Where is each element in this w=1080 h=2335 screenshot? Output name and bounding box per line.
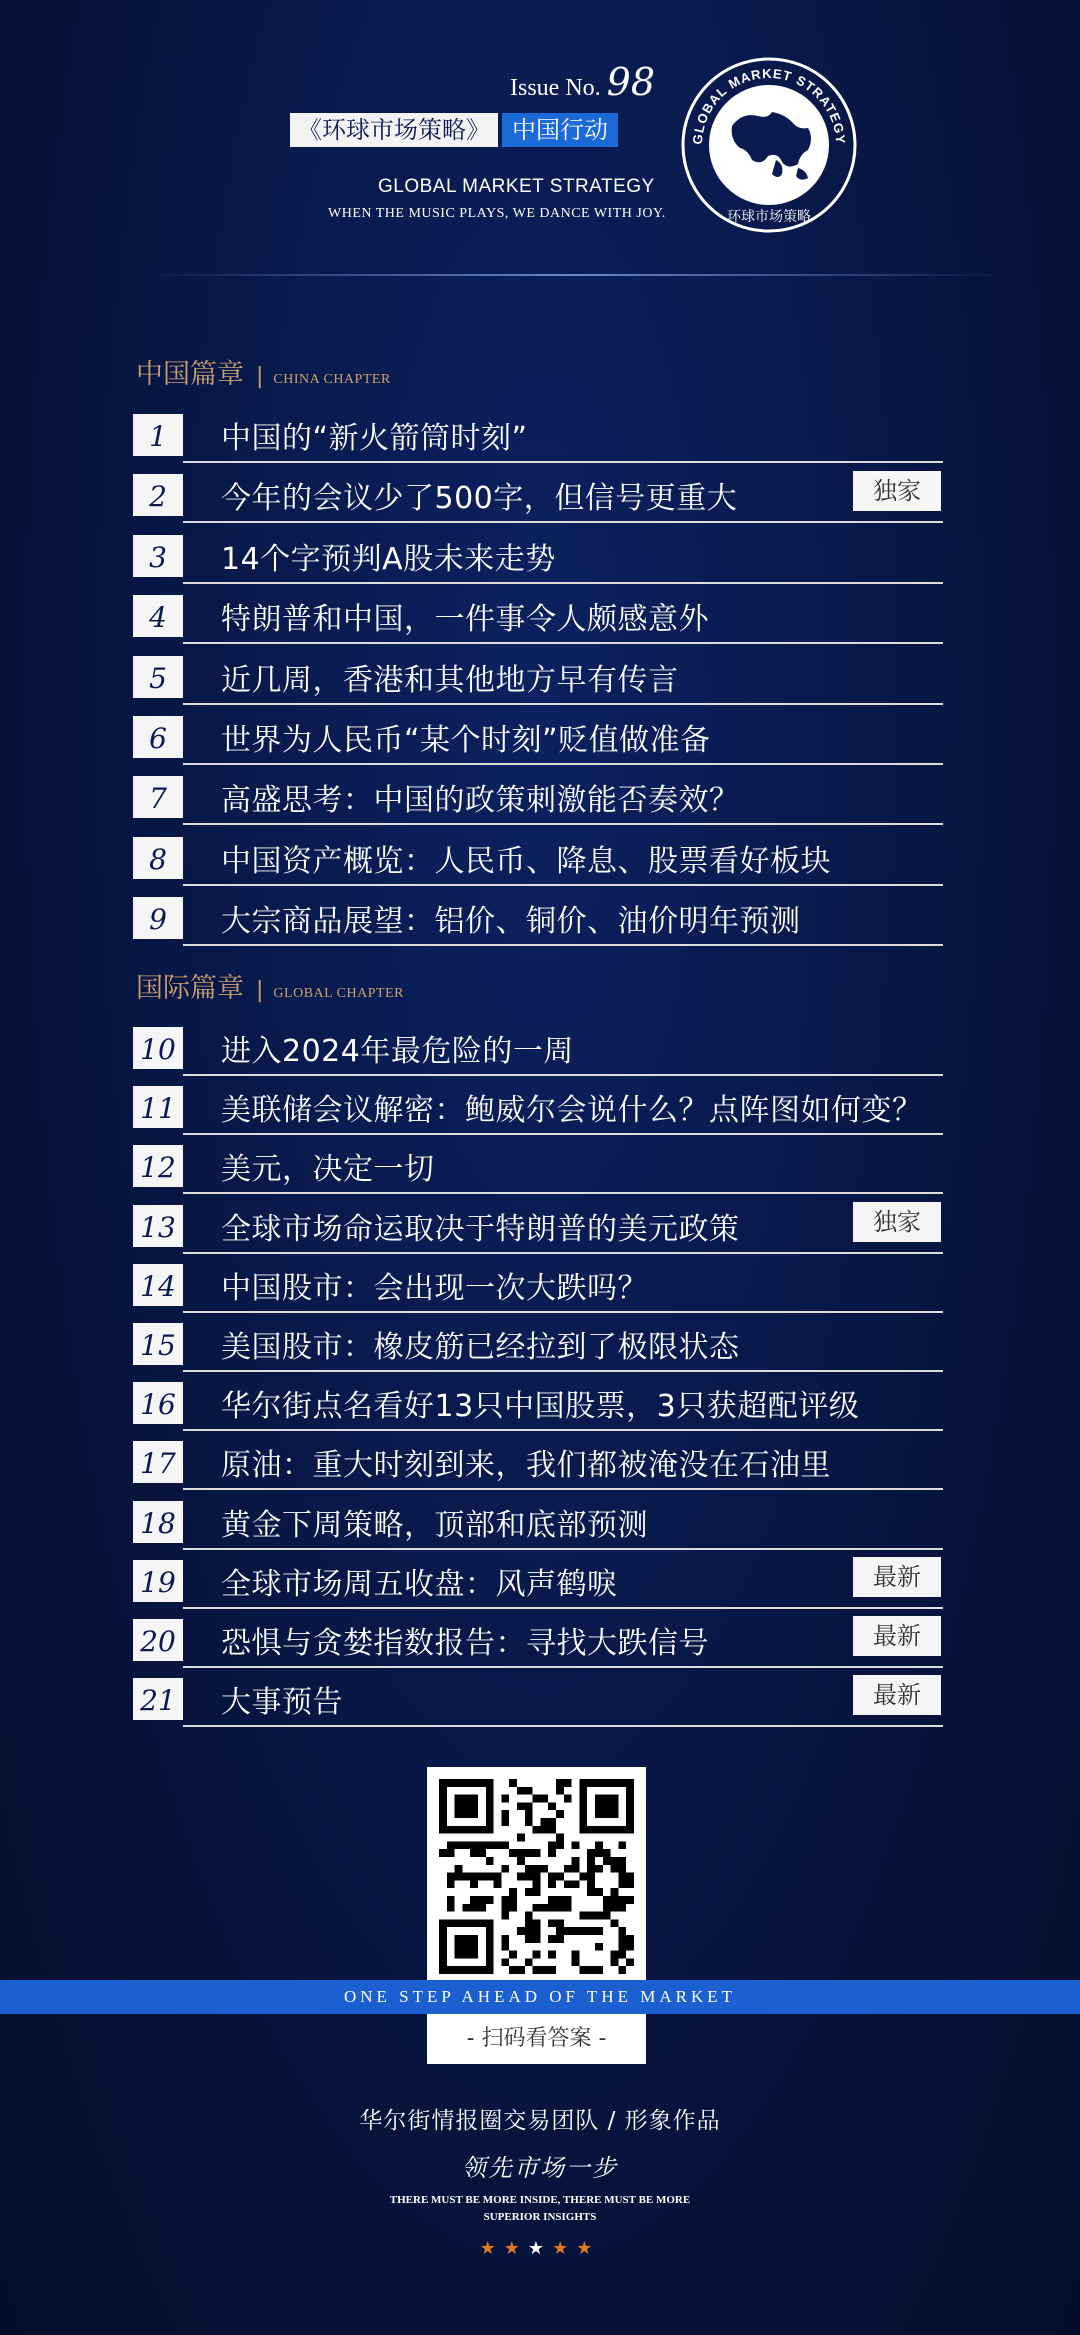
- article-badge[interactable]: 最新: [853, 1616, 941, 1656]
- article-row[interactable]: [133, 888, 943, 946]
- title-tag: 中国行动: [502, 113, 618, 147]
- row-underline: [183, 1074, 943, 1076]
- article-title: 美联储会议解密：鲍威尔会说什么？点阵图如何变？: [221, 1093, 923, 1129]
- row-underline: [183, 703, 943, 705]
- global-chapter-title: 国际篇章: [136, 973, 244, 1004]
- row-underline: [183, 1488, 943, 1490]
- article-row[interactable]: [133, 1196, 943, 1254]
- article-row[interactable]: [133, 1255, 943, 1313]
- article-row[interactable]: [133, 1018, 943, 1076]
- article-row[interactable]: [133, 828, 943, 886]
- row-underline: [183, 461, 943, 463]
- globe-logo-icon: [680, 56, 858, 234]
- qr-code-icon: [439, 1779, 634, 1974]
- article-title: 特朗普和中国，一件事令人颇感意外: [221, 602, 709, 638]
- row-underline: [183, 1311, 943, 1313]
- row-underline: [183, 1429, 943, 1431]
- article-number: 1: [133, 414, 183, 456]
- article-row[interactable]: [133, 1492, 943, 1550]
- star-icon: ★: [503, 2238, 528, 2259]
- article-number: 9: [133, 897, 183, 939]
- scan-label: - 扫码看答案 -: [427, 2014, 646, 2064]
- article-row[interactable]: [133, 526, 943, 584]
- article-number: 6: [133, 716, 183, 758]
- header-divider: [140, 274, 1010, 276]
- article-row[interactable]: [133, 586, 943, 644]
- title-main: 《环球市场策略》: [290, 113, 498, 147]
- row-underline: [183, 642, 943, 644]
- footer-banner: ONE STEP AHEAD OF THE MARKET: [0, 1980, 1080, 2014]
- china-chapter-en: CHINA CHAPTER: [273, 372, 391, 387]
- inside-text: [0, 2192, 1080, 2226]
- article-row[interactable]: [133, 1373, 943, 1431]
- article-title: 恐惧与贪婪指数报告：寻找大跌信号: [221, 1626, 709, 1661]
- article-title: 进入2024年最危险的一周: [221, 1034, 574, 1069]
- article-row[interactable]: [133, 465, 943, 523]
- article-number: 11: [133, 1086, 183, 1128]
- article-title: 全球市场周五收盘：风声鹤唳: [221, 1566, 618, 1602]
- article-title: 今年的会议少了500字，但信号更重大: [221, 481, 738, 517]
- title-bar: [290, 113, 618, 147]
- article-badge[interactable]: 独家: [853, 471, 941, 511]
- row-underline: [183, 1133, 943, 1135]
- article-row[interactable]: [133, 1551, 943, 1609]
- article-row[interactable]: [133, 707, 943, 765]
- row-underline: [183, 1725, 943, 1727]
- row-underline: [183, 1370, 943, 1372]
- article-row[interactable]: [133, 1432, 943, 1490]
- article-number: 14: [133, 1264, 183, 1306]
- article-number: 10: [133, 1027, 183, 1069]
- china-chapter-separator: |: [256, 364, 264, 389]
- article-number: 21: [133, 1678, 183, 1720]
- issue-label: Issue No.: [510, 75, 601, 101]
- article-number: 20: [133, 1619, 183, 1661]
- row-underline: [183, 1666, 943, 1668]
- header: [0, 0, 1080, 280]
- article-title: 美元，决定一切: [221, 1152, 435, 1188]
- article-number: 12: [133, 1145, 183, 1187]
- article-number: 5: [133, 656, 183, 698]
- article-number: 13: [133, 1205, 183, 1247]
- inside-line-1: THERE MUST BE MORE INSIDE, THERE MUST BE MORE: [389, 2194, 691, 2206]
- article-title: 高盛思考：中国的政策刺激能否奏效？: [221, 783, 740, 819]
- article-title: 原油：重大时刻到来，我们都被淹没在石油里: [221, 1448, 831, 1484]
- article-title: 大事预告: [221, 1685, 343, 1721]
- tagline: WHEN THE MUSIC PLAYS, WE DANCE WITH JOY.: [328, 206, 666, 221]
- article-number: 16: [133, 1382, 183, 1424]
- article-number: 3: [133, 535, 183, 577]
- star-icon: ★: [527, 2238, 553, 2259]
- row-underline: [183, 1548, 943, 1550]
- logo-ring-text: GLOBAL MARKET STRATEGY: [689, 65, 849, 146]
- article-title: 14个字预判A股未来走势: [221, 541, 556, 577]
- row-underline: [183, 1252, 943, 1254]
- china-chapter-heading: [136, 352, 391, 391]
- star-icon: ★: [552, 2238, 577, 2259]
- brand-en: GLOBAL MARKET STRATEGY: [378, 176, 655, 197]
- article-title: 近几周，香港和其他地方早有传言: [221, 662, 679, 698]
- article-title: 黄金下周策略，顶部和底部预测: [221, 1507, 648, 1543]
- article-number: 2: [133, 474, 183, 516]
- article-number: 4: [133, 595, 183, 637]
- global-chapter-heading: [136, 966, 404, 1005]
- article-title: 中国股市：会出现一次大跌吗？: [221, 1270, 648, 1306]
- article-title: 大宗商品展望：铝价、铜价、油价明年预测: [221, 904, 801, 940]
- article-title: 美国股市：橡皮筋已经拉到了极限状态: [221, 1330, 740, 1365]
- article-row[interactable]: [133, 1669, 943, 1727]
- row-underline: [183, 763, 943, 765]
- row-underline: [183, 1607, 943, 1609]
- article-number: 17: [133, 1441, 183, 1483]
- article-number: 19: [133, 1560, 183, 1602]
- global-chapter-separator: |: [256, 978, 264, 1003]
- global-chapter-en: GLOBAL CHAPTER: [273, 986, 404, 1001]
- article-row[interactable]: [133, 1077, 943, 1135]
- article-row[interactable]: [133, 1314, 943, 1372]
- logo-cn-text: 环球市场策略: [727, 209, 811, 225]
- row-underline: [183, 1192, 943, 1194]
- article-title: 全球市场命运取决于特朗普的美元政策: [221, 1211, 740, 1247]
- row-underline: [183, 884, 943, 886]
- article-number: 18: [133, 1501, 183, 1543]
- article-row[interactable]: [133, 405, 943, 463]
- article-number: 8: [133, 837, 183, 879]
- article-title: 中国的“新火箭筒时刻”: [221, 421, 528, 456]
- article-number: 15: [133, 1323, 183, 1365]
- star-icon: ★: [479, 2238, 504, 2259]
- issue-number: [510, 60, 655, 104]
- issue-value: 98: [606, 60, 656, 104]
- star-icon: ★: [576, 2238, 601, 2259]
- qr-code[interactable]: [427, 1767, 646, 1986]
- article-badge[interactable]: 最新: [853, 1675, 941, 1715]
- inside-line-2: SUPERIOR INSIGHTS: [483, 2211, 597, 2223]
- rating-stars: [0, 2238, 1080, 2259]
- article-title: 华尔街点名看好13只中国股票，3只获超配评级: [221, 1389, 860, 1425]
- article-row[interactable]: [133, 647, 943, 705]
- row-underline: [183, 582, 943, 584]
- row-underline: [183, 521, 943, 523]
- row-underline: [183, 944, 943, 946]
- article-row[interactable]: [133, 767, 943, 825]
- article-number: 7: [133, 776, 183, 818]
- article-badge[interactable]: 独家: [853, 1202, 941, 1242]
- china-chapter-title: 中国篇章: [136, 359, 244, 390]
- article-badge[interactable]: 最新: [853, 1557, 941, 1597]
- article-title: 世界为人民币“某个时刻”贬值做准备: [221, 723, 711, 758]
- slogan: 领先市场一步: [462, 2154, 618, 2182]
- team-credit: 华尔街情报圈交易团队 / 形象作品: [359, 2108, 721, 2134]
- article-row[interactable]: [133, 1610, 943, 1668]
- article-row[interactable]: [133, 1136, 943, 1194]
- article-title: 中国资产概览：人民币、降息、股票看好板块: [221, 843, 831, 879]
- row-underline: [183, 823, 943, 825]
